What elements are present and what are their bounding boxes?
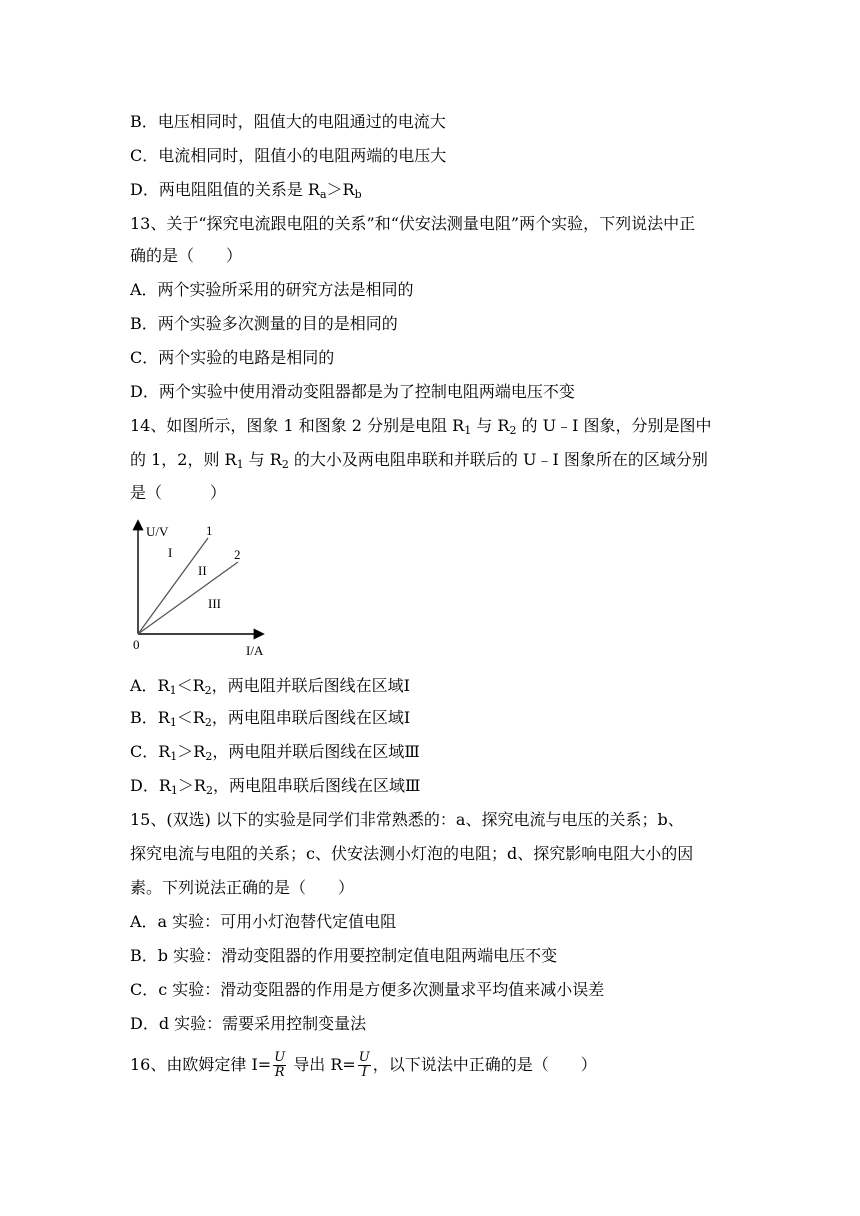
- q16-frac1-numerator: U: [274, 1050, 286, 1065]
- q14-option-d: [130, 776, 740, 796]
- q16-part1: 16、由欧姆定律 I=: [130, 1055, 272, 1074]
- q14-stem-line3: 是（ ）: [130, 483, 227, 502]
- ui-graph: [122, 518, 272, 660]
- q14-option-c: [130, 742, 740, 762]
- q14-option-c-sub1: 1: [170, 750, 178, 763]
- q14-stem-line2-sub1: 1: [236, 458, 244, 471]
- q14-option-a-sub2: 2: [204, 684, 212, 697]
- q16-fraction-u-over-r: [273, 1051, 286, 1080]
- q16-frac2-numerator: U: [358, 1050, 370, 1065]
- q15-option-c: C．c 实验：滑动变阻器的作用是方便多次测量求平均值来减小误差: [130, 980, 605, 999]
- line-2-label: 2: [234, 547, 241, 562]
- q14-option-a-prefix: A．R: [130, 676, 170, 695]
- q14-stem-line1-sub1: 1: [464, 424, 472, 437]
- q14-stem-line1-sub2: 2: [509, 424, 517, 437]
- q14-stem-line1-b: 与 R: [471, 416, 510, 435]
- q14-stem-line2: [130, 450, 740, 470]
- q14-option-d-prefix: D．R: [130, 776, 171, 795]
- q13-option-a: A．两个实验所采用的研究方法是相同的: [130, 280, 414, 299]
- y-axis-label: U/V: [146, 524, 169, 539]
- graph-line-1: [138, 538, 208, 634]
- q15-stem-line1: 15、(双选) 以下的实验是同学们非常熟悉的：a、探究电流与电压的关系；b、: [130, 810, 684, 829]
- q14-option-c-sub2: 2: [205, 750, 213, 763]
- q16-frac1-denominator: R: [274, 1065, 285, 1080]
- q16-frac2-denominator: I: [361, 1065, 367, 1080]
- q13-stem-line2: 确的是（ ）: [130, 246, 243, 265]
- q14-option-a-sub1: 1: [169, 684, 177, 697]
- q14-option-d-mid: ＞R: [177, 776, 206, 795]
- q14-stem-line1-a: 14、如图所示，图象 1 和图象 2 分别是电阻 R: [130, 416, 465, 435]
- q16-stem: [130, 1050, 740, 1080]
- q16-fraction-u-over-i: [358, 1051, 371, 1080]
- graph-line-2: [138, 562, 238, 634]
- q16-part3: ，以下说法中正确的是（ ）: [372, 1055, 597, 1074]
- q14-option-c-mid: ＞R: [177, 742, 206, 761]
- q14-option-b-prefix: B．R: [130, 708, 170, 727]
- q13-option-c: C．两个实验的电路是相同的: [130, 348, 335, 367]
- q14-stem-line2-b: 与 R: [243, 450, 282, 469]
- q14-option-b-sub2: 2: [204, 716, 212, 729]
- q12-option-d-sub-b: b: [354, 188, 362, 201]
- q12-option-d-prefix: D．两电阻阻值的关系是 R: [130, 180, 320, 199]
- region-2-label: II: [198, 563, 207, 578]
- q14-option-a-suffix: ，两电阻并联后图线在区域Ⅰ: [211, 676, 410, 695]
- q14-option-a-mid: ＜R: [176, 676, 205, 695]
- origin-label: 0: [133, 637, 140, 652]
- q12-option-c: C．电流相同时，阻值小的电阻两端的电压大: [130, 146, 447, 165]
- q15-stem-line3: 素。下列说法正确的是（ ）: [130, 878, 355, 897]
- q12-option-d-mid: ＞R: [326, 180, 355, 199]
- q15-option-b: B．b 实验：滑动变阻器的作用要控制定值电阻两端电压不变: [130, 946, 558, 965]
- q14-option-d-suffix: ，两电阻串联后图线在区域Ⅲ: [212, 776, 421, 795]
- q14-option-b-mid: ＜R: [176, 708, 205, 727]
- q12-option-b: B．电压相同时，阻值大的电阻通过的电流大: [130, 112, 446, 131]
- q15-stem-line2: 探究电流与电阻的关系；c、伏安法测小灯泡的电阻；d、探究影响电阻大小的因: [130, 844, 694, 863]
- q14-option-d-sub2: 2: [205, 784, 213, 797]
- q15-option-d: D．d 实验：需要采用控制变量法: [130, 1014, 367, 1033]
- q14-option-c-prefix: C．R: [130, 742, 171, 761]
- q14-option-b-sub1: 1: [169, 716, 177, 729]
- q14-stem-line2-c: 的大小及两电阻串联和并联后的 U﹣I 图象所在的区域分别: [288, 450, 708, 469]
- line-1-label: 1: [206, 523, 213, 538]
- q15-option-a: A．a 实验：可用小灯泡替代定值电阻: [130, 912, 397, 931]
- q14-option-a: [130, 676, 740, 696]
- q13-option-d: D．两个实验中使用滑动变阻器都是为了控制电阻两端电压不变: [130, 382, 575, 401]
- q14-option-b-suffix: ，两电阻串联后图线在区域Ⅰ: [211, 708, 411, 727]
- q16-part2: 导出 R=: [288, 1055, 356, 1074]
- q14-stem-line1-c: 的 U﹣I 图象，分别是图中: [516, 416, 712, 435]
- q14-option-d-sub1: 1: [170, 784, 178, 797]
- q13-stem-line1: 13、关于“探究电流跟电阻的关系”和“伏安法测量电阻”两个实验，下列说法中正: [130, 214, 696, 233]
- q14-stem-line2-a: 的 1，2，则 R: [130, 450, 237, 469]
- q14-option-b: [130, 708, 740, 728]
- q13-option-b: B．两个实验多次测量的目的是相同的: [130, 314, 398, 333]
- q12-option-d: [130, 180, 740, 200]
- x-axis-label: I/A: [246, 643, 264, 658]
- q14-option-c-suffix: ，两电阻并联后图线在区域Ⅲ: [212, 742, 420, 761]
- region-3-label: III: [208, 596, 221, 611]
- q12-option-d-sub-a: a: [319, 188, 327, 201]
- q14-stem-line2-sub2: 2: [281, 458, 289, 471]
- q14-stem-line1: [130, 416, 740, 436]
- region-1-label: I: [168, 545, 173, 560]
